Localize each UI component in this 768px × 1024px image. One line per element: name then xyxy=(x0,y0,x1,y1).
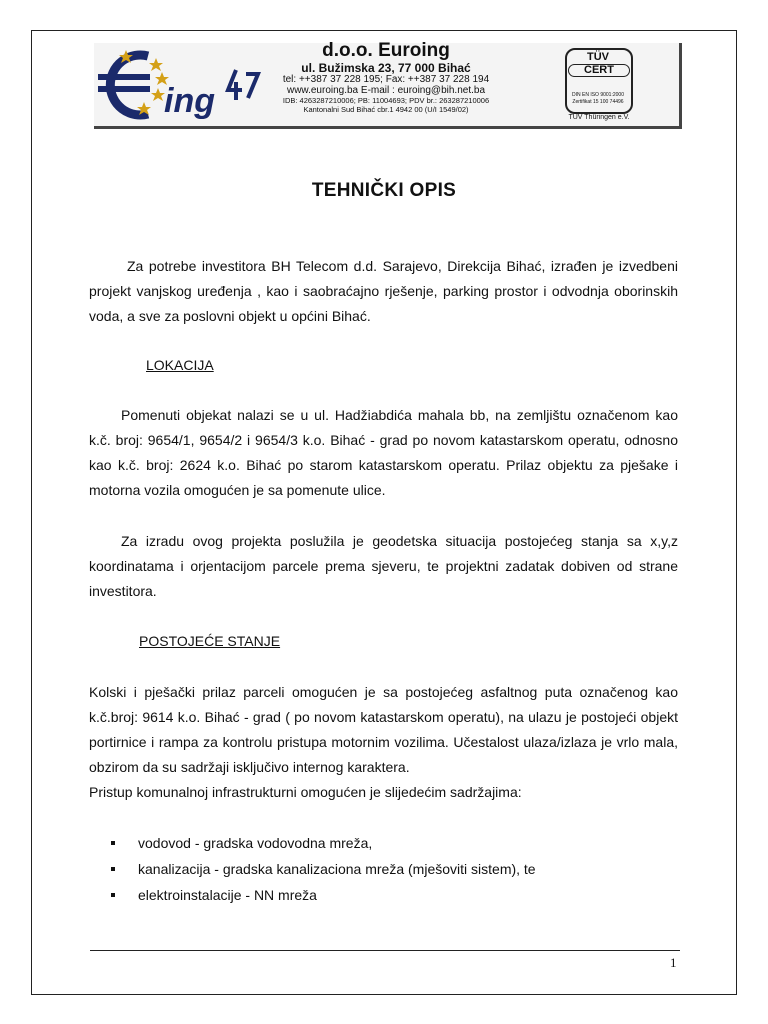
logo-text: ing xyxy=(164,82,215,120)
list-item xyxy=(111,856,536,882)
lokacija-paragraph-2: Za izradu ovog projekta poslužila je geodetska situacija postojećeg stanja sa x,y,z koordinatama i orjentacijom parcele prema sjeveru, te projektni zadatak dobiven od strane investitora. xyxy=(89,533,678,599)
bullet-icon xyxy=(111,867,115,871)
list-item xyxy=(111,830,536,856)
company-name: d.o.o. Euroing xyxy=(322,40,450,61)
postojece-stanje-paragraph-2: Pristup komunalnoj infrastrukturni omogućen je slijedećim sadržajima: xyxy=(89,784,522,800)
company-ids: IDB: 4263287210006; PB: 11004693; PDV br.: 263287210006 xyxy=(282,96,490,105)
cert-number-text: Zertifikat 15 100 74496 xyxy=(572,99,624,105)
company-court: Kantonalni Sud Bihać cbr.1 4942 00 (U/I 1549/02) xyxy=(303,105,469,114)
list-item-text: kanalizacija - gradska kanalizaciona mreža (mješoviti sistem), te xyxy=(138,861,536,877)
list-item-text: vodovod - gradska vodovodna mreža, xyxy=(138,835,373,851)
tuv-cert-badge xyxy=(558,46,640,124)
bullet-icon xyxy=(111,893,115,897)
company-phone: tel: ++387 37 228 195; Fax: ++387 37 228 194 xyxy=(282,74,490,85)
infrastructure-list xyxy=(111,830,536,908)
list-item xyxy=(111,882,536,908)
intro-paragraph: Za potrebe investitora BH Telecom d.d. Sarajevo, Direkcija Bihać, izrađen je izvedbeni projekt vanjskog uređenja , kao i saobraćajno rješenje, parking prostor i odvodnja oborinskih voda, a sve za poslovni objekt u općini Bihać. xyxy=(89,258,678,324)
company-address: ul. Bužimska 23, 77 000 Bihać xyxy=(301,61,471,75)
euroing-logo xyxy=(96,46,266,124)
document-title: TEHNIČKI OPIS xyxy=(311,180,457,201)
lokacija-paragraph-1: Pomenuti objekat nalazi se u ul. Hadžiabdića mahala bb, na zemljištu označenom kao k.č. broj: 9654/1, 9654/2 i 9654/3 k.o. Bihać - grad po novom katastarskom operatu, odnosno kao k.č. broj: 2624 k.o. Bihać po starom katastarskom operatu. Prilaz objektu za pješake i motorna vozila omogućen je sa pomenute ulice. xyxy=(89,407,678,498)
cert-mid-text: CERT xyxy=(568,64,630,77)
section-heading-postojece-stanje: POSTOJEĆE STANJE xyxy=(139,633,281,649)
footer-divider xyxy=(90,950,680,951)
cert-top-text: TÜV xyxy=(587,51,609,63)
cert-footer-text: TÜV Thüringen e.V. xyxy=(568,114,630,121)
postojece-stanje-paragraph-1: Kolski i pješački prilaz parceli omogućen je sa postojećeg asfaltnog puta označenog kao k.č.broj: 9614 k.o. Bihać - grad ( po novom katastarskom operatu), na ulazu je postojeći objekt portirnice i rampa za kontrolu pristupa motornim vozilima. Učestalost ulaza/izlaza je vrlo mala, obzirom da su sadržaji isključivo internog karaktera. xyxy=(89,684,678,775)
bullet-icon xyxy=(111,841,115,845)
cert-iso-text: DIN EN ISO 9001:2000 xyxy=(572,92,624,98)
section-heading-lokacija: LOKACIJA xyxy=(146,357,214,373)
company-info xyxy=(268,40,504,114)
list-item-text: elektroinstalacije - NN mreža xyxy=(138,887,317,903)
page-number: 1 xyxy=(670,955,677,970)
company-web-email: www.euroing.ba E-mail : euroing@bih.net.ba xyxy=(286,84,486,96)
